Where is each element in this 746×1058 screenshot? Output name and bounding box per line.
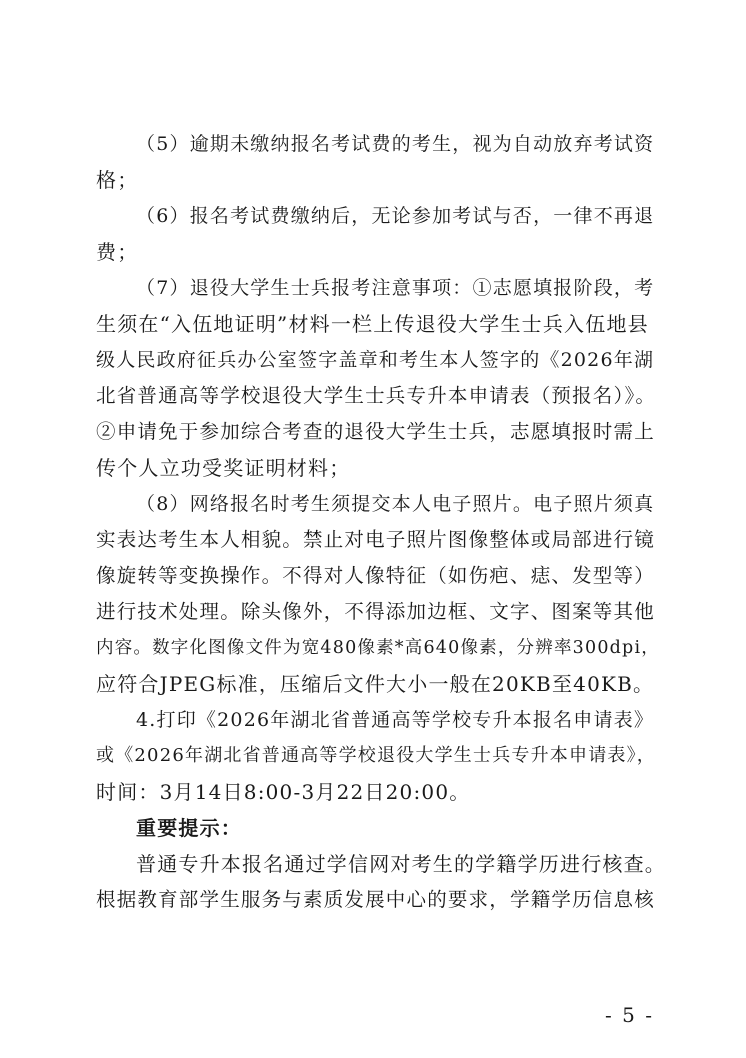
section-heading: 重要提示： <box>136 816 242 840</box>
paragraph-line: 内容。数字化图像文件为宽480像素*高640像素，分辨率300dpi， <box>96 638 660 658</box>
paragraph-line: 北省普通高等学校退役大学生士兵专升本申请表（预报名）》。 <box>96 384 657 407</box>
paragraph-line: 时间：3月14日8:00-3月22日20:00。 <box>96 780 471 804</box>
paragraph-line: 进行技术处理。除头像外，不得添加边框、文字、图案等其他 <box>96 600 655 623</box>
paragraph-line: 实表达考生本人相貌。禁止对电子照片图像整体或局部进行镜 <box>96 528 655 551</box>
paragraph-line: （7）退役大学生士兵报考注意事项：①志愿填报阶段，考 <box>136 277 655 299</box>
paragraph-line: 费； <box>96 240 139 264</box>
page-number: - 5 - <box>605 1003 654 1027</box>
paragraph-line: （6）报名考试费缴纳后，无论参加考试与否，一律不再退 <box>136 205 655 227</box>
paragraph-line: 或《2026年湖北省普通高等学校退役大学生士兵专升本申请表》， <box>96 745 657 766</box>
paragraph-line: 4.打印《2026年湖北省普通高等学校专升本报名申请表》 <box>136 709 655 731</box>
paragraph-line: 像旋转等变换操作。不得对人像特征（如伤疤、痣、发型等） <box>96 564 655 587</box>
paragraph-line: （8）网络报名时考生须提交本人电子照片。电子照片须真 <box>136 493 655 515</box>
paragraph-line: 格； <box>96 168 139 192</box>
paragraph-line: 生须在“入伍地证明”材料一栏上传退役大学生士兵入伍地县 <box>96 312 649 336</box>
paragraph-line: 级人民政府征兵办公室签字盖章和考生本人签字的《2026年湖 <box>96 349 655 371</box>
paragraph-line: 应符合JPEG标准，压缩后文件大小一般在20KB至40KB。 <box>96 672 655 696</box>
paragraph-line: 根据教育部学生服务与素质发展中心的要求，学籍学历信息核 <box>96 888 655 911</box>
paragraph-line: 普通专升本报名通过学信网对考生的学籍学历进行核查。 <box>136 852 666 876</box>
paragraph-line: （5）逾期未缴纳报名考试费的考生，视为自动放弃考试资 <box>136 133 655 155</box>
paragraph-line: 传个人立功受奖证明材料； <box>96 456 351 480</box>
paragraph-line: ②申请免于参加综合考查的退役大学生士兵，志愿填报时需上 <box>96 420 655 443</box>
